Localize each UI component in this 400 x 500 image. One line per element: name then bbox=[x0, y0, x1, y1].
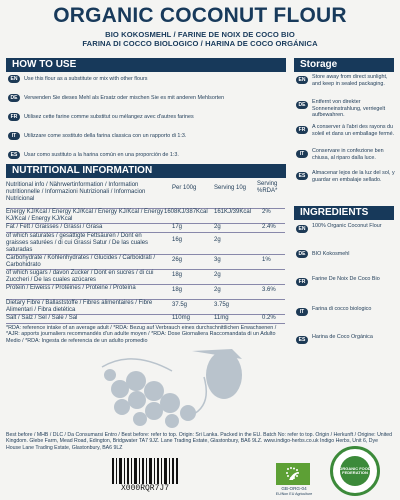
product-subtitle-1: BIO KOKOSMEHL / FARINE DE NOIX DE COCO BIO bbox=[105, 30, 295, 39]
row-100g: 26g bbox=[172, 257, 183, 263]
flag-en-icon: EN bbox=[296, 225, 308, 233]
row-label: Energy KJ/Kcal / Energy KJ/Kcal / Energy KJ/Kcal / Energy KJ/Kcal / Energy KJ/Kcal bbox=[6, 209, 164, 222]
product-title: ORGANIC COCONUT FLOUR bbox=[53, 4, 347, 27]
ingredient-fr: Farine De Noix De Coco Bio bbox=[312, 276, 380, 282]
flag-es-icon: ES bbox=[8, 151, 20, 159]
table-row bbox=[6, 255, 285, 270]
how-to-use-it: Utilizzare come sostituto della farina classica con un rapporto di 1:3. bbox=[24, 133, 187, 139]
how-to-use-de: Verwenden Sie dieses Mehl als Ersatz oder mischen Sie es mit anderen Mehlsorten bbox=[24, 95, 225, 101]
row-label: Dietary Fibre / Ballaststoffe / Fibres alimentaires / Fibre Alimentari / Fibra dietética bbox=[6, 300, 153, 313]
footer-text: Best before / MHB / DLC / Da Consumarsi Entro / Best before: refer to top. Origin: Sri Lanka. Packed in the EU. Batch No: refer to top. Origin / Herkunft / Origine: United Kingdom. Glebe Farm, Mead Road, Edington, Bridgwater TA7 9JZ. Lane Trading Estate, Glastonbury, BA6 9LZ. www.indigo-herbs.co.uk Indigo Herbs, Unit 6, Dye House Lane Trading Estate, Glastonbury, BA6 9LZ bbox=[6, 432, 393, 451]
eu-organic-subtext: EU/Non EU Agriculture bbox=[275, 492, 313, 496]
how-to-use-en: Use this flour as a substitute or mix with other flours bbox=[24, 76, 148, 82]
how-to-use-fr: Utilisez cette farine comme substitut ou mélangez avec d'autres farines bbox=[24, 114, 194, 120]
flag-es-icon: ES bbox=[296, 336, 308, 344]
flag-de-icon: DE bbox=[8, 94, 20, 102]
flag-en-icon: EN bbox=[296, 76, 308, 84]
table-row bbox=[6, 315, 285, 324]
storage-de: Entfernt von direkter Sonneneinstrahlung, verriegelt aufbewahren. bbox=[312, 99, 386, 118]
storage-heading: Storage bbox=[294, 58, 394, 72]
how-to-use-es: Usar como sustituto a la harina común en una proporción de 1:3. bbox=[24, 152, 179, 158]
how-to-use-heading: HOW TO USE bbox=[6, 58, 286, 72]
row-serving: 2g bbox=[214, 224, 221, 230]
flag-de-icon: DE bbox=[296, 250, 308, 258]
row-100g: 1608KJ/387Kcal bbox=[164, 209, 208, 215]
row-100g: 17g bbox=[172, 224, 183, 230]
eu-organic-code: GB-ORG-04 bbox=[281, 486, 307, 491]
row-serving: 2g bbox=[214, 237, 221, 243]
table-row bbox=[6, 300, 285, 315]
row-serving: 3g bbox=[214, 257, 221, 263]
ingredient-it: Farina di cocco biologico bbox=[312, 306, 372, 312]
nutrition-header-label: Nutritional info / Nährwertinformation / Information nutritionnelle / Informazioni Nutrizionali / Informacion Nutricional bbox=[6, 182, 146, 202]
nutrition-header-row bbox=[6, 181, 285, 209]
barcode-number: X000RQR7J7 bbox=[120, 484, 169, 493]
flag-de-icon: DE bbox=[296, 101, 308, 109]
rda-footnote: *RDA: reference intake of an average adult / *RDA: Bezug auf Verbrauch eines durchschnittlichen Erwachsenen / *AJR: apports journaliers recommandés d'un adulte moyen / *RDA: Dose Giornaliera Raccomandata di un Adulto Medio / *RDA: Ingesta de referencia de un adulto promedio bbox=[6, 325, 277, 344]
row-rda: 2% bbox=[262, 209, 271, 215]
col-100g-header: Per 100g bbox=[172, 185, 197, 191]
row-100g: 37.5g bbox=[172, 302, 188, 308]
table-row bbox=[6, 285, 285, 300]
ingredient-de: BIO Kokosmehl bbox=[312, 251, 350, 257]
nutrition-heading: NUTRITIONAL INFORMATION bbox=[6, 164, 286, 178]
organic-federation-badge-icon bbox=[330, 446, 380, 496]
product-subtitle-2: FARINA DI COCCO BIOLOGICO / HARINA DE COCO ORGÁNICA bbox=[82, 39, 318, 48]
row-rda: 1% bbox=[262, 257, 271, 263]
flag-fr-icon: FR bbox=[296, 278, 308, 286]
flag-fr-icon: FR bbox=[8, 113, 20, 121]
flag-en-icon: EN bbox=[8, 75, 20, 83]
row-label: Fat / Fett / Graisses / Grassi / Grasa bbox=[6, 224, 103, 230]
row-rda: 2.4% bbox=[262, 224, 276, 230]
table-row bbox=[6, 270, 285, 285]
badge-label: ORGANIC FOOD FEDERATION bbox=[339, 466, 371, 476]
barcode-icon bbox=[110, 458, 180, 484]
storage-es: Almacenar lejos de la luz del sol, y guardar en embalaje sellado. bbox=[312, 170, 395, 183]
flag-es-icon: ES bbox=[296, 172, 308, 180]
storage-fr: A conserver à l'abri des rayons du soleil et dans un emballage fermé. bbox=[312, 124, 395, 137]
row-serving: 161KJ/39Kcal bbox=[214, 209, 252, 215]
table-row bbox=[6, 233, 285, 255]
flag-it-icon: IT bbox=[296, 150, 308, 158]
row-serving: 3.75g bbox=[214, 302, 230, 308]
storage-it: Conservare in confezione ben chiusa, al riparo dalla luce. bbox=[312, 148, 384, 161]
ingredient-en: 100% Organic Coconut Flour bbox=[312, 223, 382, 229]
row-serving: 11mg bbox=[214, 315, 229, 321]
ingredient-es: Harina de Coco Orgánica bbox=[312, 334, 373, 340]
row-serving: 2g bbox=[214, 272, 221, 278]
row-label: of which saturates / gesättigte Fettsäuren / Dont en graisses saturées / di cui Grassi Satur / De las cuales saturadas bbox=[6, 233, 149, 253]
row-label: of which sugars / davon Zucker / Dont en sucres / di cui Zuccheri / De las cuales azúcares bbox=[6, 270, 154, 283]
col-serving-header: Serving 10g bbox=[214, 185, 247, 191]
row-serving: 2g bbox=[214, 287, 221, 293]
row-100g: 16g bbox=[172, 237, 183, 243]
flag-fr-icon: FR bbox=[296, 126, 308, 134]
row-100g: 18g bbox=[172, 272, 183, 278]
row-label: Carbohydrate / Kohlenhydrates / Glucides / Carboidrati / Carbohidrato bbox=[6, 255, 156, 268]
table-row bbox=[6, 209, 285, 224]
col-rda-header: Serving %RDA* bbox=[257, 181, 278, 194]
row-label: Salt / Salz / Sel / Sale / Sal bbox=[6, 315, 78, 321]
row-rda: 0.2% bbox=[262, 315, 276, 321]
ingredients-heading: INGREDIENTS bbox=[294, 206, 394, 220]
storage-en: Store away from direct sunlight, and keep in sealed packaging. bbox=[312, 74, 388, 87]
row-100g: 18g bbox=[172, 287, 183, 293]
row-label: Protein / Eiweiss / Protéines / Proteine / Proteína bbox=[6, 285, 136, 291]
eu-organic-logo-icon bbox=[276, 463, 310, 485]
row-100g: 110mg bbox=[172, 315, 190, 321]
flag-it-icon: IT bbox=[8, 132, 20, 140]
coconut-illustration-icon bbox=[92, 345, 257, 430]
flag-it-icon: IT bbox=[296, 308, 308, 316]
table-row bbox=[6, 224, 285, 233]
row-rda: 3.6% bbox=[262, 287, 276, 293]
